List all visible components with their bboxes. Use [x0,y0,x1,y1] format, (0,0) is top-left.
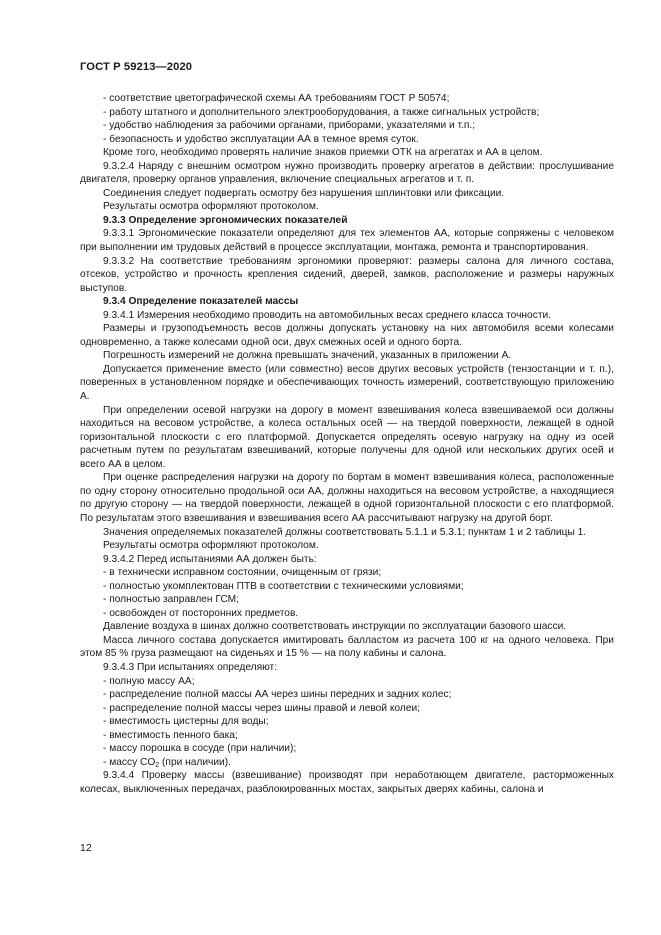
list-item: - распределение полной массы через шины правой и левой колеи; [103,702,421,714]
paragraph: Погрешность измерений не должна превышать значений, указанных в приложении А. [103,350,512,362]
list-item: - вместимость цистерны для воды; [103,716,269,728]
document-body [80,92,614,796]
paragraph: 9.3.3.1 Эргономические показатели определяют для тех элементов АА, которые сопряжены с человеком при выполнении им трудовых действий в процессе эксплуатации, монтажа, ремонта и транспортирования. [80,228,614,254]
paragraph: При оценке распределения нагрузки на дорогу по бортам в момент взвешивания колеса, расположенные по одну сторону относительно продольной оси АА, должны находиться на весовом устройстве, а находящиеся по другую сторону — на твердой поверхности, лежащей в одной горизонтальной плоскости с его платформой. По результатам этого взвешивания и взвешивания всего АА рассчитывают нагрузку на другой борт. [80,472,614,524]
document-header: ГОСТ Р 59213—2020 [80,61,193,73]
paragraph: Кроме того, необходимо проверять наличие знаков приемки ОТК на агрегатах и АА в целом. [103,147,543,159]
co2-subscript: 2 [155,761,160,769]
paragraph: 9.3.4.2 Перед испытаниями АА должен быть: [103,553,317,565]
list-item: - безопасность и удобство эксплуатации АА в темное время суток. [103,133,419,145]
list-item: - освобожден от посторонних предметов. [103,607,299,619]
co2-suffix: (при наличии). [159,756,231,768]
list-item-co2 [80,756,614,770]
paragraph: Результаты осмотра оформляют протоколом. [103,540,319,552]
paragraph: 9.3.2.4 Наряду с внешним осмотром нужно производить проверку агрегатов в действии: прослушивание двигателя, проверку органов управления, включение специальных агрегатов и т. п. [80,160,614,186]
paragraph: Соединения следует подвергать осмотру без нарушения шплинтовки или фиксации. [103,187,505,199]
co2-prefix: - массу CO [103,756,156,768]
paragraph: 9.3.3.2 На соответствие требованиям эргономики проверяют: размеры салона для личного состава, отсеков, устройство и прочность крепления сидений, дверей, замков, расположение и размеры наружных выступов. [80,255,614,294]
list-item: - полностью укомплектован ПТВ в соответствии с техническими условиями; [103,580,464,592]
paragraph: Давление воздуха в шинах должно соответствовать инструкции по эксплуатации базового шасси. [103,621,567,633]
list-item: - работу штатного и дополнительного электрооборудования, а также сигнальных устройств; [103,106,540,118]
paragraph: Допускается применение вместо (или совместно) весов других весовых устройств (тензостанции и т. п.), поверенных в установленном порядке и обеспечивающих точность измерений, соответствующую приложению А. [80,363,614,403]
paragraph: Масса личного состава допускается имитировать балластом из расчета 100 кг на одного человека. При этом 85 % груза размещают на сиденьях и 15 % — на полу кабины и салона. [80,634,614,660]
list-item: - распределение полной массы АА через шины передних и задних колес; [103,689,452,701]
list-item: - соответствие цветографической схемы АА требованиям ГОСТ Р 50574; [103,93,450,104]
paragraph: При определении осевой нагрузки на дорогу в момент взвешивания колеса взвешиваемой оси должны находиться на весовом устройстве, а колеса остальных осей — на твердой поверхности, лежащей в одной горизонтальной плоскости с его платформой. Допускается определять осевую нагрузку на одну из осей расчетным путем по результатам взвешиваний, которые получены для одной или нескольких других осей и всего АА в целом. [80,404,614,470]
paragraph: Значения определяемых показателей должны соответствовать 5.1.1 и 5.3.1; пунктам 1 и 2 таблицы 1. [103,526,587,538]
list-item: - удобство наблюдения за рабочими органами, приборами, указателями и т.п.; [103,120,476,132]
paragraph: 9.3.4.4 Проверку массы (взвешивание) производят при неработающем двигателе, расторможенных колесах, выключенных передачах, разблокированных мостах, закрытых дверях кабины, салона и [80,770,614,795]
paragraph: Размеры и грузоподъемность весов должны допускать установку на них автомобиля всеми колесами одновременно, а также колесами одной оси, двух смежных осей и одного борта. [80,323,614,348]
paragraph: Результаты осмотра оформляют протоколом. [103,201,319,213]
list-item: - в технически исправном состоянии, очищенным от грязи; [103,567,382,579]
paragraph: 9.3.4.1 Измерения необходимо проводить на автомобильных весах среднего класса точности. [103,309,552,321]
list-item: - полностью заправлен ГСМ; [103,594,240,606]
list-item: - вместимость пенного бака; [103,729,238,741]
page-number: 12 [80,842,92,854]
list-item: - полную массу АА; [103,675,195,687]
list-item: - массу порошка в сосуде (при наличии); [103,743,297,755]
paragraph: 9.3.4.3 При испытаниях определяют: [103,661,278,673]
section-heading: 9.3.3 Определение эргономических показателей [103,214,348,226]
section-heading: 9.3.4 Определение показателей массы [103,296,299,308]
